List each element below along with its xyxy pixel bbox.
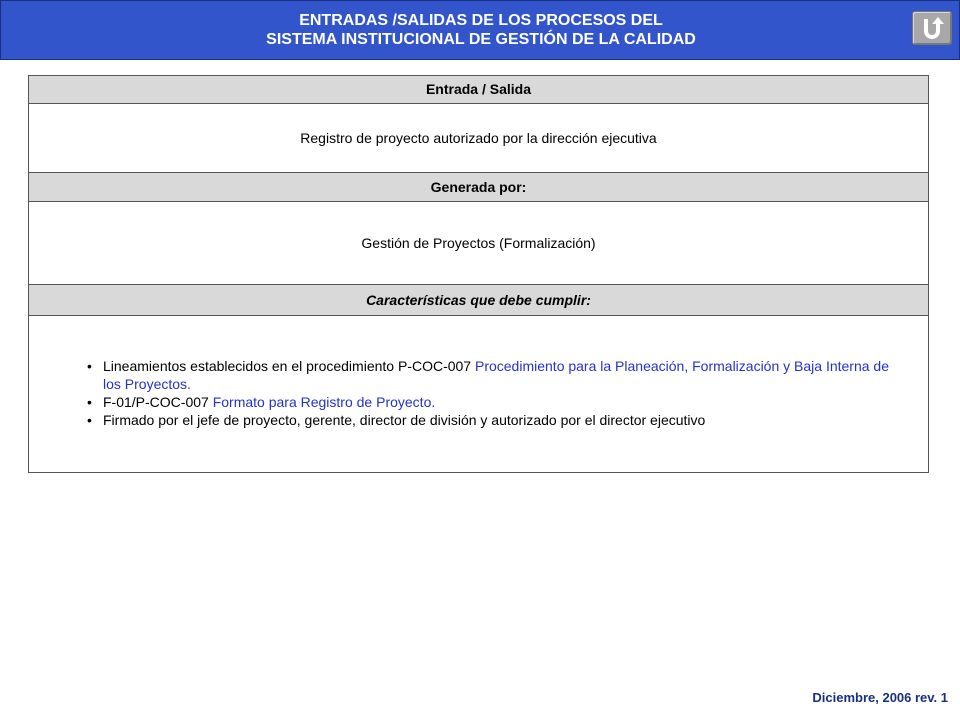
criterion-text: Lineamientos establecidos en el procedimiento P-COC-007 xyxy=(103,358,475,374)
caracteristicas-body xyxy=(29,316,928,472)
back-button[interactable] xyxy=(912,11,952,45)
criterion-text: Firmado por el jefe de proyecto, gerente, director de división y autorizado por el director ejecutivo xyxy=(103,412,706,428)
procedure-link[interactable]: Procedimiento para la Planeación, Formalización y Baja Interna de los Proyectos. xyxy=(103,358,889,392)
format-link[interactable]: Formato para Registro de Proyecto. xyxy=(212,394,436,410)
entrada-salida-value: Registro de proyecto autorizado por la dirección ejecutiva xyxy=(300,130,657,146)
bullet: • xyxy=(87,394,92,410)
generada-por-value: Gestión de Proyectos (Formalización) xyxy=(361,235,596,251)
entrada-salida-table xyxy=(28,75,929,473)
list-item xyxy=(87,357,897,393)
page-header xyxy=(0,0,960,60)
list-item xyxy=(87,411,897,429)
criterion-text: F-01/P-COC-007 xyxy=(103,394,213,410)
bullet: • xyxy=(87,412,92,428)
title-line-1: ENTRADAS /SALIDAS DE LOS PROCESOS DEL xyxy=(299,12,663,29)
return-arrow-icon xyxy=(920,16,944,40)
bullet: • xyxy=(87,358,92,374)
list-item xyxy=(87,393,897,411)
title-line-2: SISTEMA INSTITUCIONAL DE GESTIÓN DE LA CALIDAD xyxy=(266,31,696,48)
page-title xyxy=(1,11,960,49)
caracteristicas-header: Características que debe cumplir: xyxy=(29,284,928,316)
revision-footer: Diciembre, 2006 rev. 1 xyxy=(812,690,948,705)
generada-por-header: Generada por: xyxy=(29,172,928,202)
criteria-list xyxy=(87,357,897,429)
entrada-salida-header: Entrada / Salida xyxy=(29,76,928,104)
